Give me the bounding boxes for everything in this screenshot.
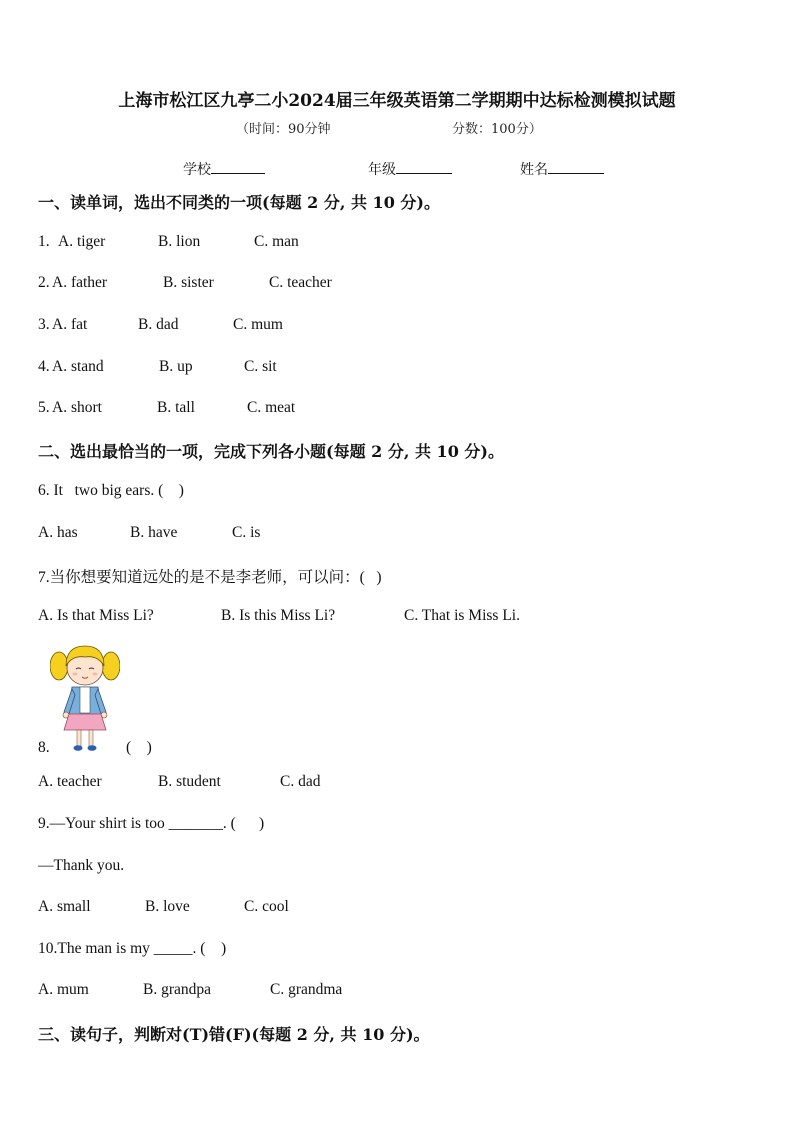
- q9-option-c: C. cool: [244, 898, 289, 915]
- q4-option-a: A. stand: [52, 358, 104, 375]
- q2-option-b: B. sister: [163, 274, 214, 291]
- page-title: 上海市松江区九亭二小2024届三年级英语第二学期期中达标检测模拟试题: [118, 91, 676, 111]
- q3-option-c: C. mum: [233, 316, 283, 333]
- q9-option-a: A. small: [38, 898, 91, 915]
- q2-option-c: C. teacher: [269, 274, 332, 291]
- q8-option-a: A. teacher: [38, 773, 102, 790]
- left-cheek: [73, 673, 78, 676]
- q4-option-b: B. up: [159, 358, 193, 375]
- q7-option-a: A. Is that Miss Li?: [38, 607, 154, 624]
- q7-option-c: C. That is Miss Li.: [404, 607, 520, 624]
- right-cheek: [93, 673, 98, 676]
- q8-option-b: B. student: [158, 773, 221, 790]
- right-pigtail: [102, 652, 120, 680]
- left-pigtail: [50, 652, 68, 680]
- q7-stem: 7.当你想要知道远处的是不是李老师，可以问：( ): [38, 569, 382, 586]
- grade-field: [368, 159, 452, 179]
- q3-number: 3.: [38, 316, 50, 333]
- right-leg: [89, 730, 93, 746]
- q2-option-a: A. father: [52, 274, 108, 291]
- q9-stem: 9.—Your shirt is too _______. ( ): [38, 815, 265, 832]
- skirt: [64, 714, 106, 730]
- q5-option-c: C. meat: [247, 399, 296, 416]
- grade-label: 年级: [368, 162, 396, 178]
- q3-option-b: B. dad: [138, 316, 179, 333]
- q4-number: 4.: [38, 358, 50, 375]
- q3-option-a: A. fat: [52, 316, 88, 333]
- q10-option-b: B. grandpa: [143, 981, 212, 998]
- girl-illustration: [50, 640, 120, 755]
- exam-score: 分数：100分）: [452, 122, 542, 137]
- q8-option-c: C. dad: [280, 773, 321, 790]
- q9-reply: —Thank you.: [38, 857, 125, 874]
- q6-option-a: A. has: [38, 524, 78, 541]
- q9-option-b: B. love: [145, 898, 190, 915]
- name-label: 姓名: [520, 162, 548, 178]
- name-blank: [548, 159, 604, 174]
- exam-time: （时间：90分钟: [236, 122, 331, 137]
- school-field: [183, 159, 265, 179]
- q6-option-c: C. is: [232, 524, 261, 541]
- q2-number: 2.: [38, 274, 50, 291]
- left-leg: [77, 730, 81, 746]
- school-blank: [211, 159, 265, 174]
- right-shoe: [88, 745, 97, 751]
- grade-blank: [396, 159, 452, 174]
- name-field: [520, 159, 604, 179]
- q10-option-a: A. mum: [38, 981, 89, 998]
- q4-option-c: C. sit: [244, 358, 277, 375]
- school-label: 学校: [183, 162, 211, 178]
- q1-number: 1.: [38, 233, 54, 250]
- q5-option-b: B. tall: [157, 399, 195, 416]
- q6-stem: 6. It two big ears. ( ): [38, 482, 184, 499]
- q1-option-a: A. tiger: [58, 233, 106, 250]
- q8-answer-paren: ( ): [126, 739, 152, 756]
- q6-option-b: B. have: [130, 524, 178, 541]
- q1-option-c: C. man: [254, 233, 299, 250]
- shirt: [80, 687, 90, 713]
- q5-number: 5.: [38, 399, 50, 416]
- q7-option-b: B. Is this Miss Li?: [221, 607, 336, 624]
- section2-heading: 二、选出最恰当的一项，完成下列各小题(每题 2 分, 共 10 分)。: [38, 442, 504, 461]
- q10-option-c: C. grandma: [270, 981, 343, 998]
- q10-stem: 10.The man is my _____. ( ): [38, 940, 227, 957]
- q8-number: 8.: [38, 739, 50, 756]
- q1-option-b: B. lion: [158, 233, 201, 250]
- left-shoe: [74, 745, 83, 751]
- q5-option-a: A. short: [52, 399, 102, 416]
- section1-heading: 一、读单词，选出不同类的一项(每题 2 分, 共 10 分)。: [38, 193, 440, 212]
- section3-heading: 三、读句子，判断对(T)错(F)(每题 2 分, 共 10 分)。: [38, 1025, 430, 1044]
